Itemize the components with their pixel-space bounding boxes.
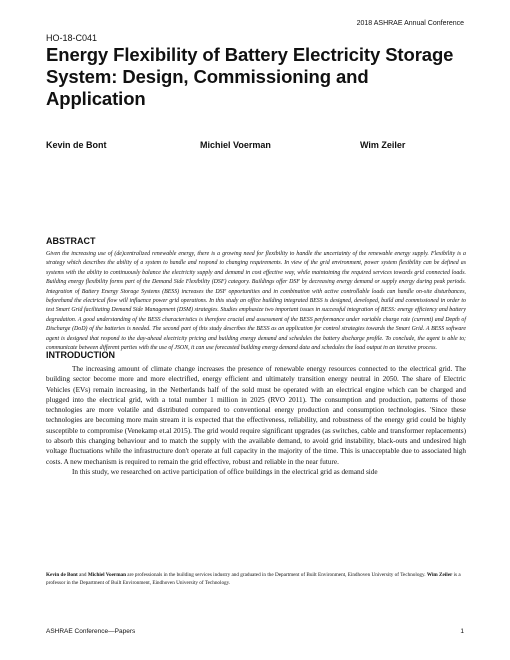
intro-paragraph-2: In this study, we researched on active participation of office buildings in the electrical grid as demand side <box>72 467 378 476</box>
footnote-author-3: Wim Zeiler <box>426 572 453 578</box>
introduction-body <box>46 364 466 477</box>
paper-title: Energy Flexibility of Battery Electricity Storage System: Design, Commissioning and Application <box>46 44 454 109</box>
footnote-text-2: is a professor in the Department of Built Environment, Eindhoven University of Technology. <box>46 572 461 586</box>
abstract-heading: ABSTRACT <box>46 236 96 246</box>
conference-label: 2018 ASHRAE Annual Conference <box>356 20 464 27</box>
page-number: 1 <box>460 628 464 635</box>
footer-label: ASHRAE Conference—Papers <box>46 628 136 635</box>
footnote-author-1: Kevin de Bont <box>46 572 78 578</box>
introduction-heading: INTRODUCTION <box>46 350 115 360</box>
author-2: Michiel Voerman <box>200 140 271 150</box>
author-1: Kevin de Bont <box>46 140 107 150</box>
abstract-body: Given the increasing use of (de)centralized renewable energy, there is a growing need for flexibility to handle the uncertainty of the renewable energy supply. Flexibility is a strategy which describes the ability of a system to handle and respond to changing requirements. In view of the grid environment, power system flexibility can be defined as systems with the ability to continuously balance the electricity supply and demand in cost effective way, while maintaining the required services towards grid connected loads. Building energy flexibility forms part of the Demand Side Flexibility (DSF) category. Buildings offer DSF by decreasing energy demand or supply energy during peak periods. Integration of Battery Energy Storage Systems (BESS) increases the DSF opportunities and in combination with active controllable loads can handle on-site disturbances, beforehand the electrical flow will influence power grid operations. In this study an office building integrated BESS is designed, developed, build and commissioned in order to test Smart Grid facilitating Demand Side Management (DSM) strategies. Studies emphasize two important issues in successful integration of BESS: energy efficiency and battery degradation. A good understanding of the BESS characteristics is therefore crucial and assessment of the BESS performance under variable charge rate (current) and Depth of Discharge (DoD) of the batteries is needed. The second part of this study describes the BESS as an application for control strategies towards the Smart Grid. A BESS software agent is designed that respond to the day-ahead electricity pricing and building energy demand and schedules the battery discharge profile. To conclude, the agent is able to; communicate between different parties with the use of JSON, it can use forecasted building energy demand data and schedules the load output in an iterative process. <box>46 251 466 352</box>
footnote-author-2: Michiel Voerman <box>87 572 126 578</box>
author-footnote <box>46 572 466 587</box>
intro-paragraph-1: The increasing amount of climate change increases the presence of renewable energy resources connected to the electrical grid. The building sector become more and more electrified, energy efficient and ultimately transition energy neutral in 2050. The share of Electric Vehicles (EVs) remain increasing, in the Netherlands half of the sold must be operated with an electrical engine which can be charged and plugged into the electrical grid, with a total number 1 million in 2025 (RVO 2011). The consumption and production, patterns of those technologies are more volatile and distributed compared to conventional energy production and consumption technologies. 'Since these technologies are becoming more main stream it is expected that the effectiveness, reliability, and robustness of the energy grid could be highly susceptible to compromise (Venekamp et.al 2015). The grid would require significant upgrades (as switches, cable and transformer replacements) to absorb this changing behaviour and to match the supply with the available demand, to avoid grid instability, black-outs and undesired high voltage fluctuations while the infrastructure don't operate at full capacity in the majority of the time. This is unacceptable due to associated high costs. A new mechanism is required to remain the grid effective, robust and reliable in the near future. <box>46 365 466 466</box>
footnote-and: and <box>77 572 88 578</box>
footnote-text-1: are professionals in the building services industry and graduated in the Department of Built Environment, Eindhoven University of Technology. <box>126 572 427 578</box>
author-3: Wim Zeiler <box>360 140 406 150</box>
paper-code: HO-18-C041 <box>46 33 98 43</box>
